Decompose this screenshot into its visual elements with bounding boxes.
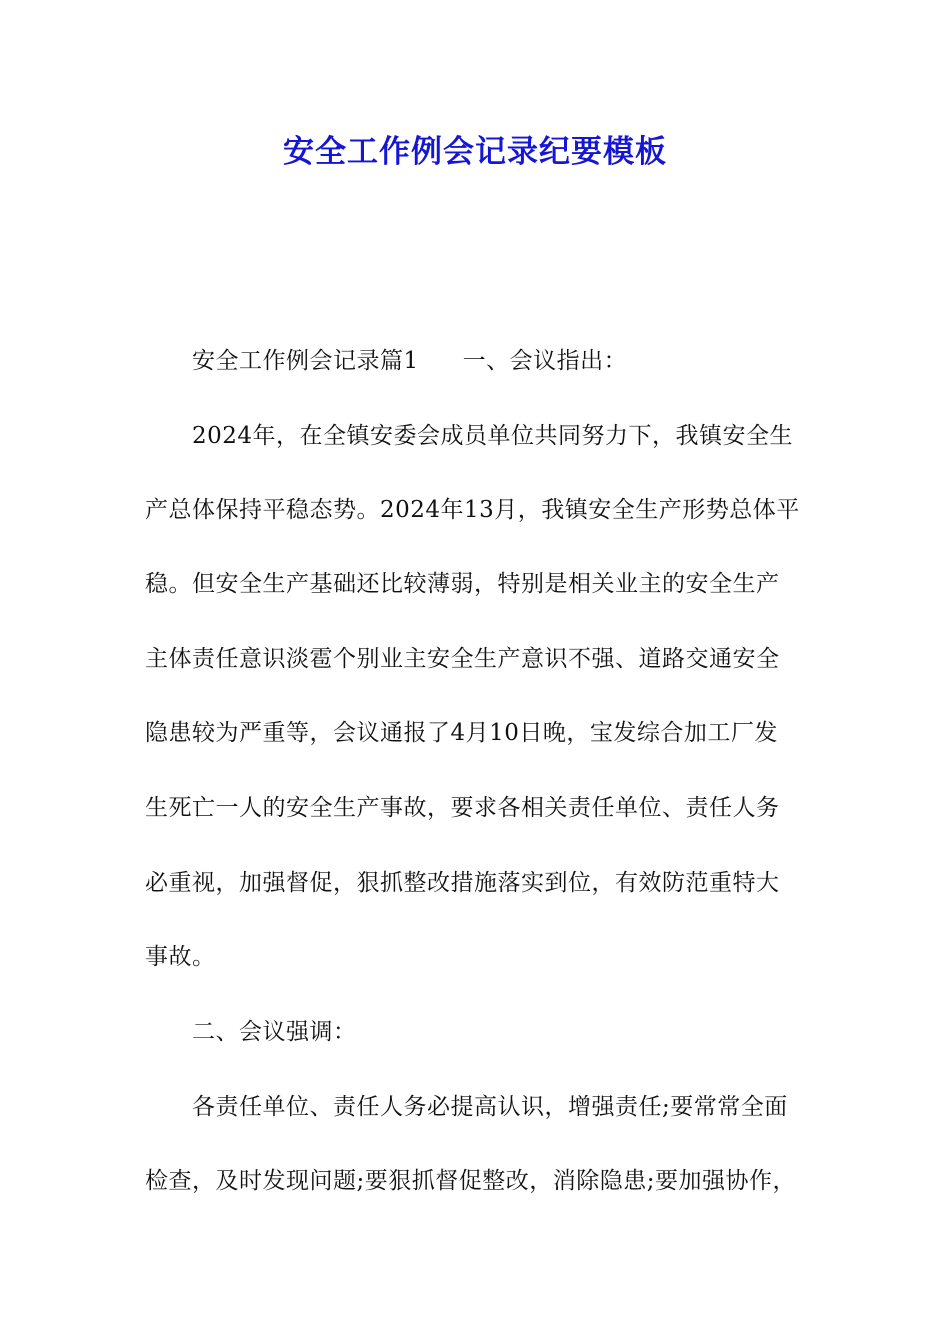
paragraph1-line-6: 生死亡一人的安全生产事故，要求各相关责任单位、责任人务 bbox=[145, 795, 780, 821]
paragraph1-line-2: 产总体保持平稳态势。2024年13月，我镇安全生产形势总体平 bbox=[145, 497, 800, 523]
paragraph2-line-2: 检查，及时发现问题;要狠抓督促整改，消除隐患;要加强协作， bbox=[145, 1168, 796, 1194]
paragraph1-line-7: 必重视，加强督促，狠抓整改措施落实到位，有效防范重特大 bbox=[145, 870, 780, 896]
paragraph2-line-1: 各责任单位、责任人务必提高认识，增强责任;要常常全面 bbox=[192, 1094, 788, 1120]
section1-subheading: 一、会议指出： bbox=[462, 348, 628, 374]
paragraph1-line-4: 主体责任意识淡雹个别业主安全生产意识不强、道路交通安全 bbox=[145, 646, 780, 672]
paragraph1-line-8: 事故。 bbox=[145, 944, 216, 970]
paragraph1-line-1: 2024年，在全镇安委会成员单位共同努力下，我镇安全生 bbox=[192, 423, 794, 449]
section1-heading-line bbox=[192, 344, 815, 378]
paragraph1-line-3: 稳。但安全生产基础还比较薄弱，特别是相关业主的安全生产 bbox=[145, 571, 780, 597]
section2-heading: 二、会议强调： bbox=[192, 1019, 357, 1045]
document-title: 安全工作例会记录纪要模板 bbox=[283, 134, 667, 170]
section1-heading: 安全工作例会记录篇1 bbox=[192, 348, 419, 374]
paragraph1-line-5: 隐患较为严重等，会议通报了4月10日晚，宝发综合加工厂发 bbox=[145, 720, 778, 746]
